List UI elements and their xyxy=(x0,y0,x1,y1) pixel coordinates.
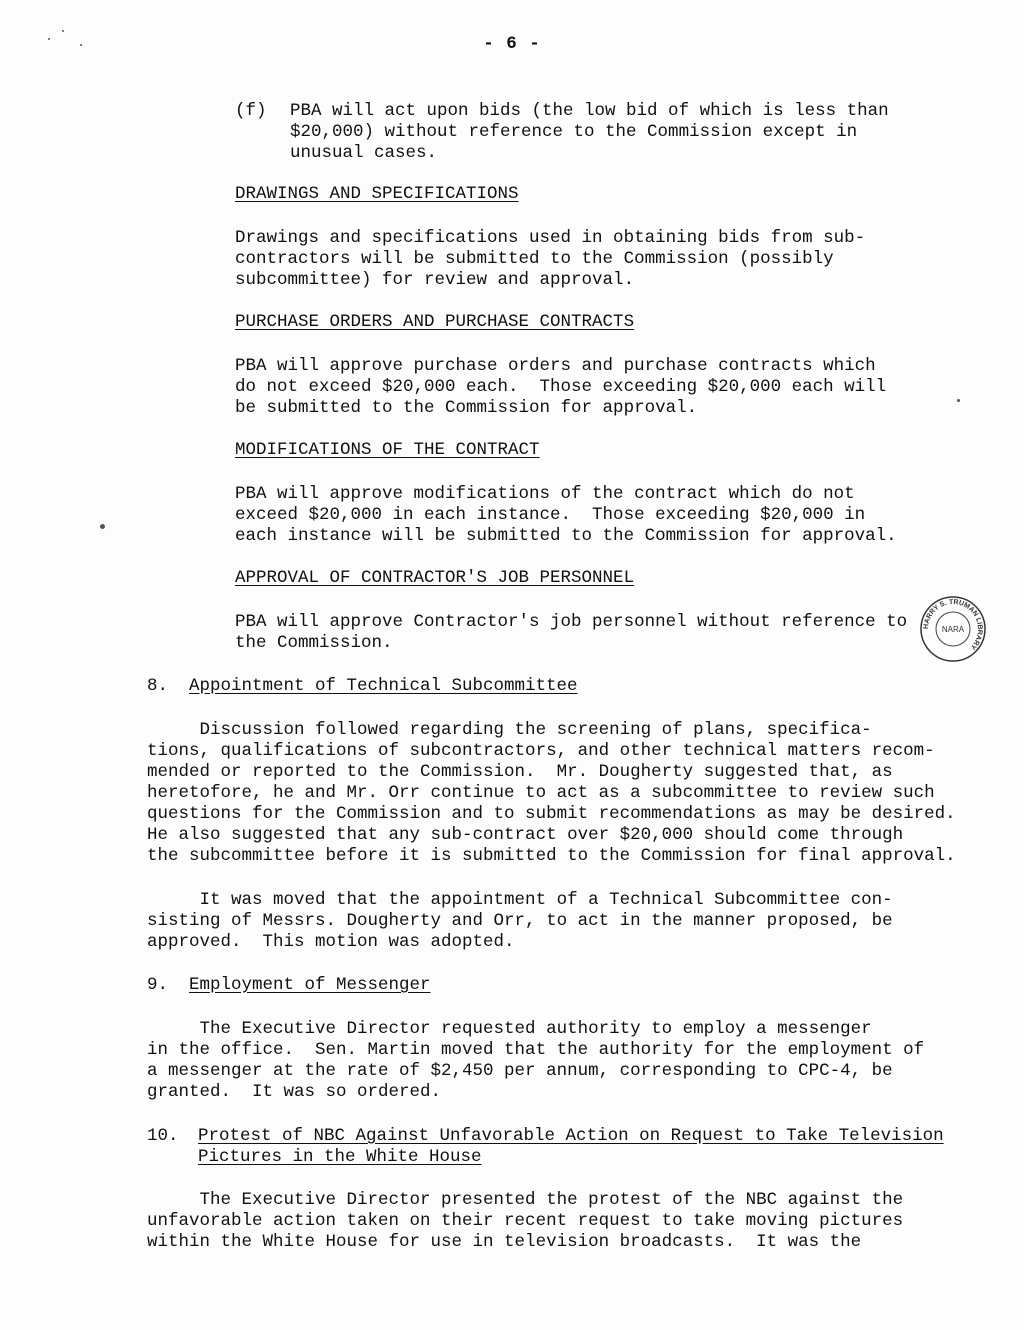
drawings-heading: DRAWINGS AND SPECIFICATIONS xyxy=(235,184,519,204)
item-f-line-1: PBA will act upon bids (the low bid of which is less than xyxy=(290,101,889,121)
section-9-para1-line-2: in the office. Sen. Martin moved that the authority for the employment of xyxy=(147,1040,925,1060)
section-10-para1-line-1: The Executive Director presented the protest of the NBC against the xyxy=(147,1190,904,1210)
paper-speck xyxy=(100,524,105,529)
personnel-line-1: PBA will approve Contractor's job personnel without reference to xyxy=(235,612,908,632)
modifications-heading: MODIFICATIONS OF THE CONTRACT xyxy=(235,440,540,460)
section-9-title: Employment of Messenger xyxy=(189,975,431,995)
paper-speck xyxy=(957,399,960,402)
section-8-para1-line-5: questions for the Commission and to submit recommendations as may be desired. xyxy=(147,804,956,824)
section-8-para2-line-1: It was moved that the appointment of a Technical Subcommittee con- xyxy=(147,890,893,910)
modifications-line-2: exceed $20,000 in each instance. Those exceeding $20,000 in xyxy=(235,505,866,525)
section-8-para2-line-3: approved. This motion was adopted. xyxy=(147,932,515,952)
paper-speck xyxy=(62,30,64,32)
drawings-line-2: contractors will be submitted to the Commission (possibly xyxy=(235,249,834,269)
purchase-line-1: PBA will approve purchase orders and purchase contracts which xyxy=(235,356,876,376)
section-10-para1-line-2: unfavorable action taken on their recent request to take moving pictures xyxy=(147,1211,904,1231)
section-10-number: 10. xyxy=(147,1126,179,1146)
purchase-heading: PURCHASE ORDERS AND PURCHASE CONTRACTS xyxy=(235,312,635,332)
personnel-heading: APPROVAL OF CONTRACTOR'S JOB PERSONNEL xyxy=(235,568,635,588)
section-10-title-line-1: Protest of NBC Against Unfavorable Action on Request to Take Television xyxy=(198,1126,944,1146)
item-f-marker: (f) xyxy=(235,101,267,121)
purchase-line-2: do not exceed $20,000 each. Those exceeding $20,000 each will xyxy=(235,377,887,397)
paper-speck xyxy=(48,38,50,40)
page-number: - 6 - xyxy=(483,34,541,54)
section-8-para1-line-4: heretofore, he and Mr. Orr continue to act as a subcommittee to review such xyxy=(147,783,935,803)
item-f-line-2: $20,000) without reference to the Commission except in xyxy=(290,122,858,142)
section-8-number: 8. xyxy=(147,676,169,696)
paper-speck xyxy=(80,44,82,46)
section-8-title: Appointment of Technical Subcommittee xyxy=(189,676,578,696)
section-10-title-line-2: Pictures in the White House xyxy=(198,1147,482,1167)
section-8-para2-line-2: sisting of Messrs. Dougherty and Orr, to act in the manner proposed, be xyxy=(147,911,893,931)
modifications-line-3: each instance will be submitted to the Commission for approval. xyxy=(235,526,897,546)
item-f-line-3: unusual cases. xyxy=(290,143,438,163)
section-8-para1-line-6: He also suggested that any sub-contract over $20,000 should come through xyxy=(147,825,904,845)
drawings-line-1: Drawings and specifications used in obtaining bids from sub- xyxy=(235,228,866,248)
modifications-line-1: PBA will approve modifications of the contract which do not xyxy=(235,484,855,504)
section-8-para1-line-2: tions, qualifications of subcontractors, and other technical matters recom- xyxy=(147,741,935,761)
section-9-number: 9. xyxy=(147,975,169,995)
drawings-line-3: subcommittee) for review and approval. xyxy=(235,270,635,290)
section-9-para1-line-1: The Executive Director requested authority to employ a messenger xyxy=(147,1019,872,1039)
section-9-para1-line-3: a messenger at the rate of $2,450 per annum, corresponding to CPC-4, be xyxy=(147,1061,893,1081)
section-8-para1-line-3: mended or reported to the Commission. Mr. Dougherty suggested that, as xyxy=(147,762,893,782)
purchase-line-3: be submitted to the Commission for approval. xyxy=(235,398,698,418)
section-8-para1-line-1: Discussion followed regarding the screening of plans, specifica- xyxy=(147,720,872,740)
section-8-para1-line-7: the subcommittee before it is submitted to the Commission for final approval. xyxy=(147,846,956,866)
stamp-inner-text: NARA xyxy=(941,625,965,634)
section-10-para1-line-3: within the White House for use in television broadcasts. It was the xyxy=(147,1232,862,1252)
archive-stamp-icon xyxy=(918,594,988,664)
section-9-para1-line-4: granted. It was so ordered. xyxy=(147,1082,442,1102)
stamp-ring-text: HARRY S. TRUMAN LIBRARY xyxy=(922,598,984,651)
personnel-line-2: the Commission. xyxy=(235,633,393,653)
